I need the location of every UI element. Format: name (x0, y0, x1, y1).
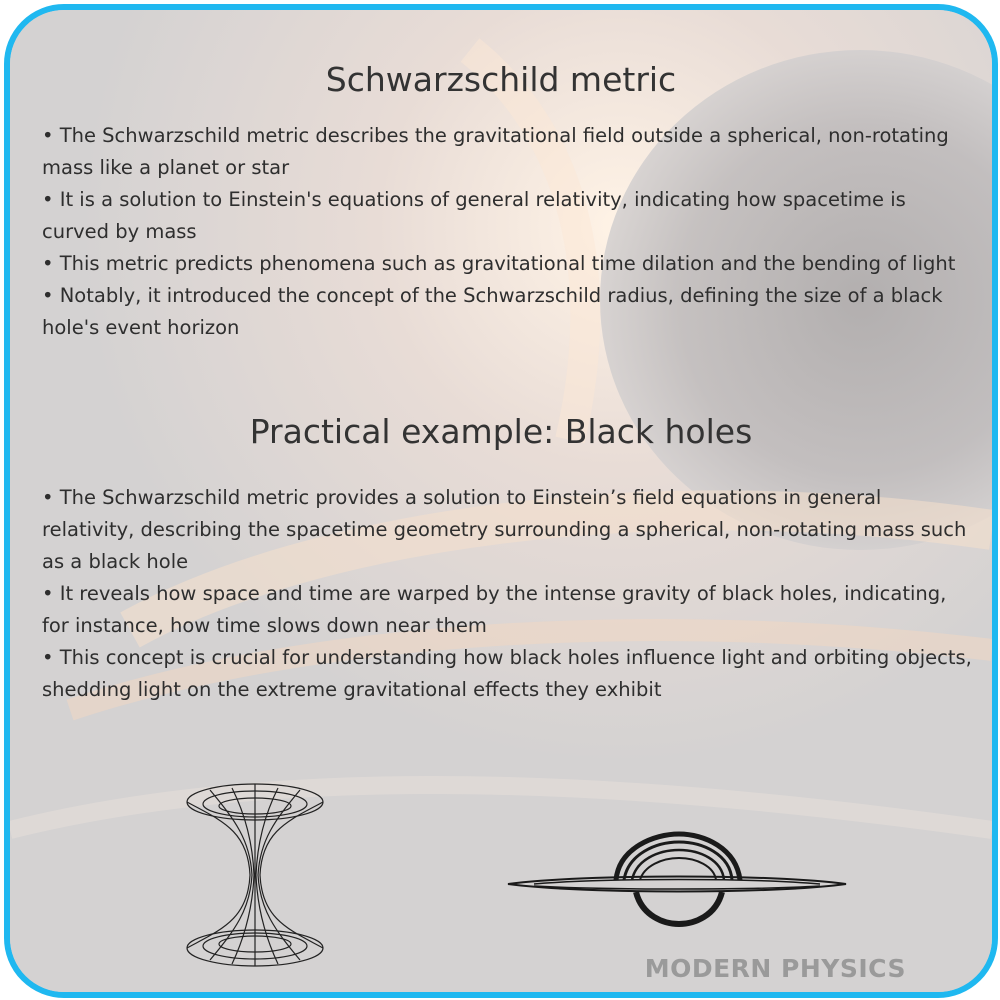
bullet-item: • The Schwarzschild metric provides a solution to Einstein’s field equations in general relativity, describing the spacetime geometry surrounding a spherical, non-rotating mass such as a black hole (42, 486, 967, 573)
bullet-item: • The Schwarzschild metric describes the gravitational field outside a spherical, non-rotating mass like a planet or star (42, 124, 949, 179)
bullet-item: • It is a solution to Einstein's equations of general relativity, indicating how spacetime is curved by mass (42, 188, 906, 243)
bullet-item: • It reveals how space and time are warped by the intense gravity of black holes, indicating, for instance, how time slows down near them (42, 582, 947, 637)
bullet-item: • This concept is crucial for understanding how black holes influence light and orbiting objects, shedding light on the extreme gravitational effects they exhibit (42, 646, 972, 701)
slide-card (4, 4, 998, 998)
black-hole-icon (504, 828, 850, 928)
bullet-list-practical-example (42, 482, 972, 706)
wormhole-icon (180, 780, 330, 970)
bullet-list-schwarzschild-metric (42, 120, 972, 344)
modern-physics-logo: MODERN PHYSICS (644, 954, 906, 983)
bullet-item: • Notably, it introduced the concept of the Schwarzschild radius, defining the size of a black hole's event horizon (42, 284, 943, 339)
bullet-item: • This metric predicts phenomena such as gravitational time dilation and the bending of light (42, 252, 956, 275)
section-title-practical-example: Practical example: Black holes (249, 412, 753, 451)
content-area (10, 10, 992, 992)
section-title-schwarzschild-metric: Schwarzschild metric (325, 60, 677, 99)
